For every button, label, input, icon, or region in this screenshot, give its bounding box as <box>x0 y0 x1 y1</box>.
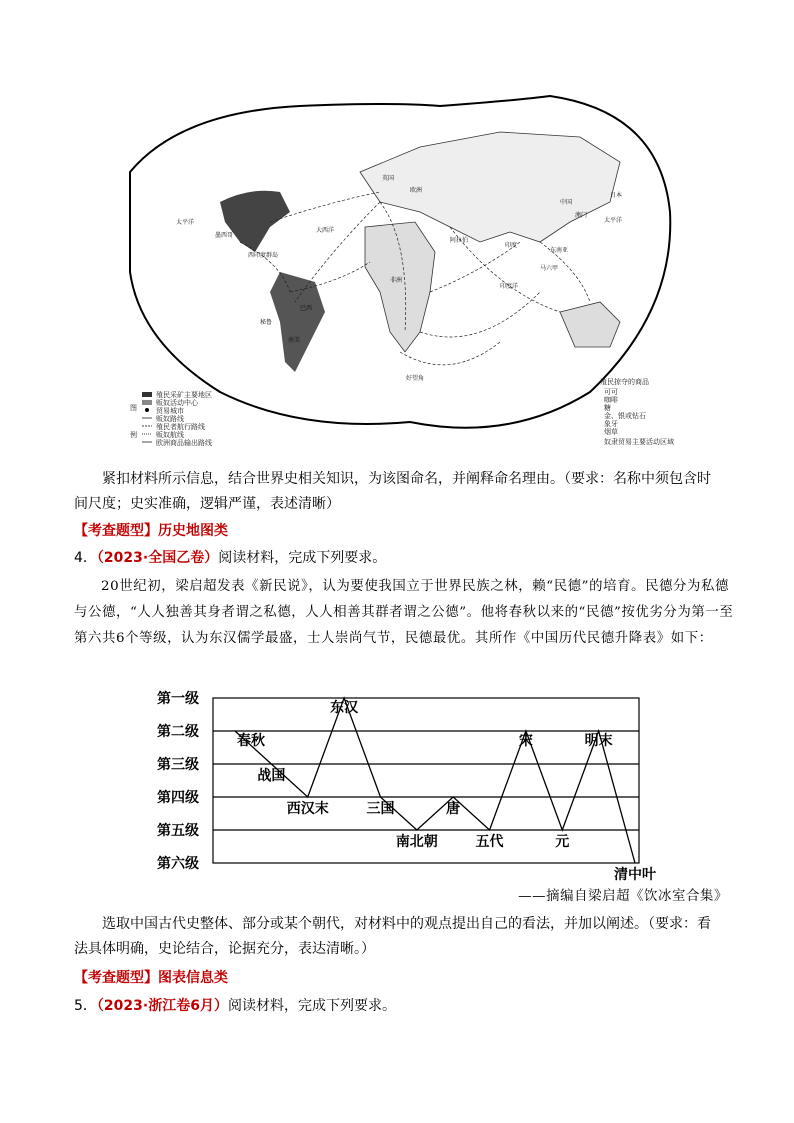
map-label: 巴西 <box>300 305 313 312</box>
legend-title: 殖民掠夺的商品 <box>600 378 649 386</box>
question-number: 5． <box>74 998 97 1014</box>
level-label: 第六级 <box>157 856 199 872</box>
map-label: 马六甲 <box>540 265 559 272</box>
question-4-header <box>74 546 386 571</box>
dynasty-label: 春秋 <box>237 733 265 749</box>
legend-title: 例 <box>130 431 137 439</box>
map-label: 日本 <box>610 192 623 199</box>
legend-item: 贸易城市 <box>156 407 184 415</box>
map-label: 大西洋 <box>316 227 335 234</box>
question-source: （2023·全国乙卷） <box>96 550 219 566</box>
map-label: 中国 <box>560 199 573 206</box>
map-label: 好望角 <box>406 375 425 382</box>
type-name: 历史地图类 <box>158 523 228 539</box>
dynasty-label: 西汉末 <box>286 801 329 817</box>
map-label: 印度洋 <box>500 283 519 290</box>
legend-item: 糖 <box>604 404 611 412</box>
type-bracket: 【考查题型】 <box>74 970 158 986</box>
minde-chart <box>155 690 656 883</box>
legend-item: 象牙 <box>604 420 618 428</box>
question-source: （2023·浙江卷6月） <box>96 998 228 1014</box>
level-label: 第二级 <box>157 724 199 740</box>
legend-item: 贩奴活动中心 <box>156 399 198 407</box>
legend-item: 殖民采矿主要地区 <box>156 391 212 399</box>
level-label: 第四级 <box>157 790 199 806</box>
type-name: 图表信息类 <box>158 970 228 986</box>
legend-item: 可可 <box>604 388 618 396</box>
question-instruction: 阅读材料，完成下列要求。 <box>218 550 387 566</box>
map-label: 英国 <box>382 175 395 182</box>
material-text: 20世纪初，梁启超发表《新民说》，认为要使我国立于世界民族之林，赖“民德”的培育。民德分为私德与公德，“人人独善其身者谓之私德，人人相善其群者谓之公德”。他将春秋以来的“民德”按优劣分为第一至第六共6个等级，认为东汉儒学最盛，士人崇尚气节，民德最优。其所作《中国历代民德升降表》如下： <box>74 579 734 646</box>
map-label: 阿拉伯 <box>450 237 469 244</box>
dynasty-label: 五代 <box>475 834 504 850</box>
legend-item: 贩奴航线 <box>156 431 184 439</box>
legend-title: 图 <box>130 404 137 412</box>
map-label: 南美 <box>288 337 301 344</box>
type-bracket: 【考查题型】 <box>74 523 158 539</box>
question-number: 4． <box>74 550 97 566</box>
question-type-label <box>74 966 228 991</box>
level-label: 第三级 <box>157 757 199 773</box>
question-type-label <box>74 519 228 544</box>
dynasty-label: 东汉 <box>330 700 359 716</box>
legend-item: 贩奴路线 <box>156 415 184 423</box>
map-legend-left <box>130 390 212 447</box>
map-label: 太平洋 <box>604 217 623 224</box>
legend-item: 欧洲商品输出路线 <box>156 439 212 447</box>
legend-item: 殖民者航行路线 <box>156 423 205 431</box>
map-label: 东南亚 <box>550 247 569 254</box>
dynasty-label: 元 <box>555 834 570 850</box>
question-4-task: 选取中国古代史整体、部分或某个朝代，对材料中的观点提出自己的看法，并加以阐述。（要求：看法具体明确，史论结合，论据充分，表达清晰。） <box>74 916 711 957</box>
dynasty-label: 清中叶 <box>614 867 656 883</box>
map-label: 墨西哥 <box>215 232 234 239</box>
citation: ——摘编自梁启超《饮冰室合集》 <box>518 889 728 904</box>
dynasty-label: 战国 <box>257 768 286 784</box>
map-legend-right <box>600 377 674 446</box>
question-instruction: 阅读材料，完成下列要求。 <box>227 998 396 1014</box>
question-5-header <box>74 994 396 1019</box>
map-label: 澳门 <box>575 212 588 219</box>
legend-item: 奴隶贸易主要活动区域 <box>604 438 674 446</box>
level-label: 第一级 <box>157 691 199 707</box>
map-label: 秘鲁 <box>260 319 273 326</box>
map-label: 非洲 <box>390 277 403 284</box>
world-trade-map <box>120 92 680 452</box>
map-label: 太平洋 <box>176 219 195 226</box>
dynasty-label: 明末 <box>584 733 613 749</box>
dynasty-label: 三国 <box>366 801 395 817</box>
map-label: 印度 <box>505 242 518 249</box>
dynasty-label: 唐 <box>446 801 461 817</box>
legend-item: 咖啡 <box>604 396 618 404</box>
map-label: 欧洲 <box>410 187 423 194</box>
legend-item: 金、银或钻石 <box>604 412 646 420</box>
map-label: 西印度群岛 <box>248 252 279 259</box>
map-svg <box>120 92 680 452</box>
legend-item: 烟草 <box>604 428 618 436</box>
dynasty-label: 南北朝 <box>395 834 438 850</box>
dynasty-label: 宋 <box>518 733 533 749</box>
chart-svg <box>155 690 656 883</box>
question-3-task: 紧扣材料所示信息，结合世界史相关知识，为该图命名，并阐释命名理由。（要求：名称中须包含时间尺度；史实准确，逻辑严谨，表述清晰） <box>74 471 711 512</box>
level-label: 第五级 <box>157 823 199 839</box>
